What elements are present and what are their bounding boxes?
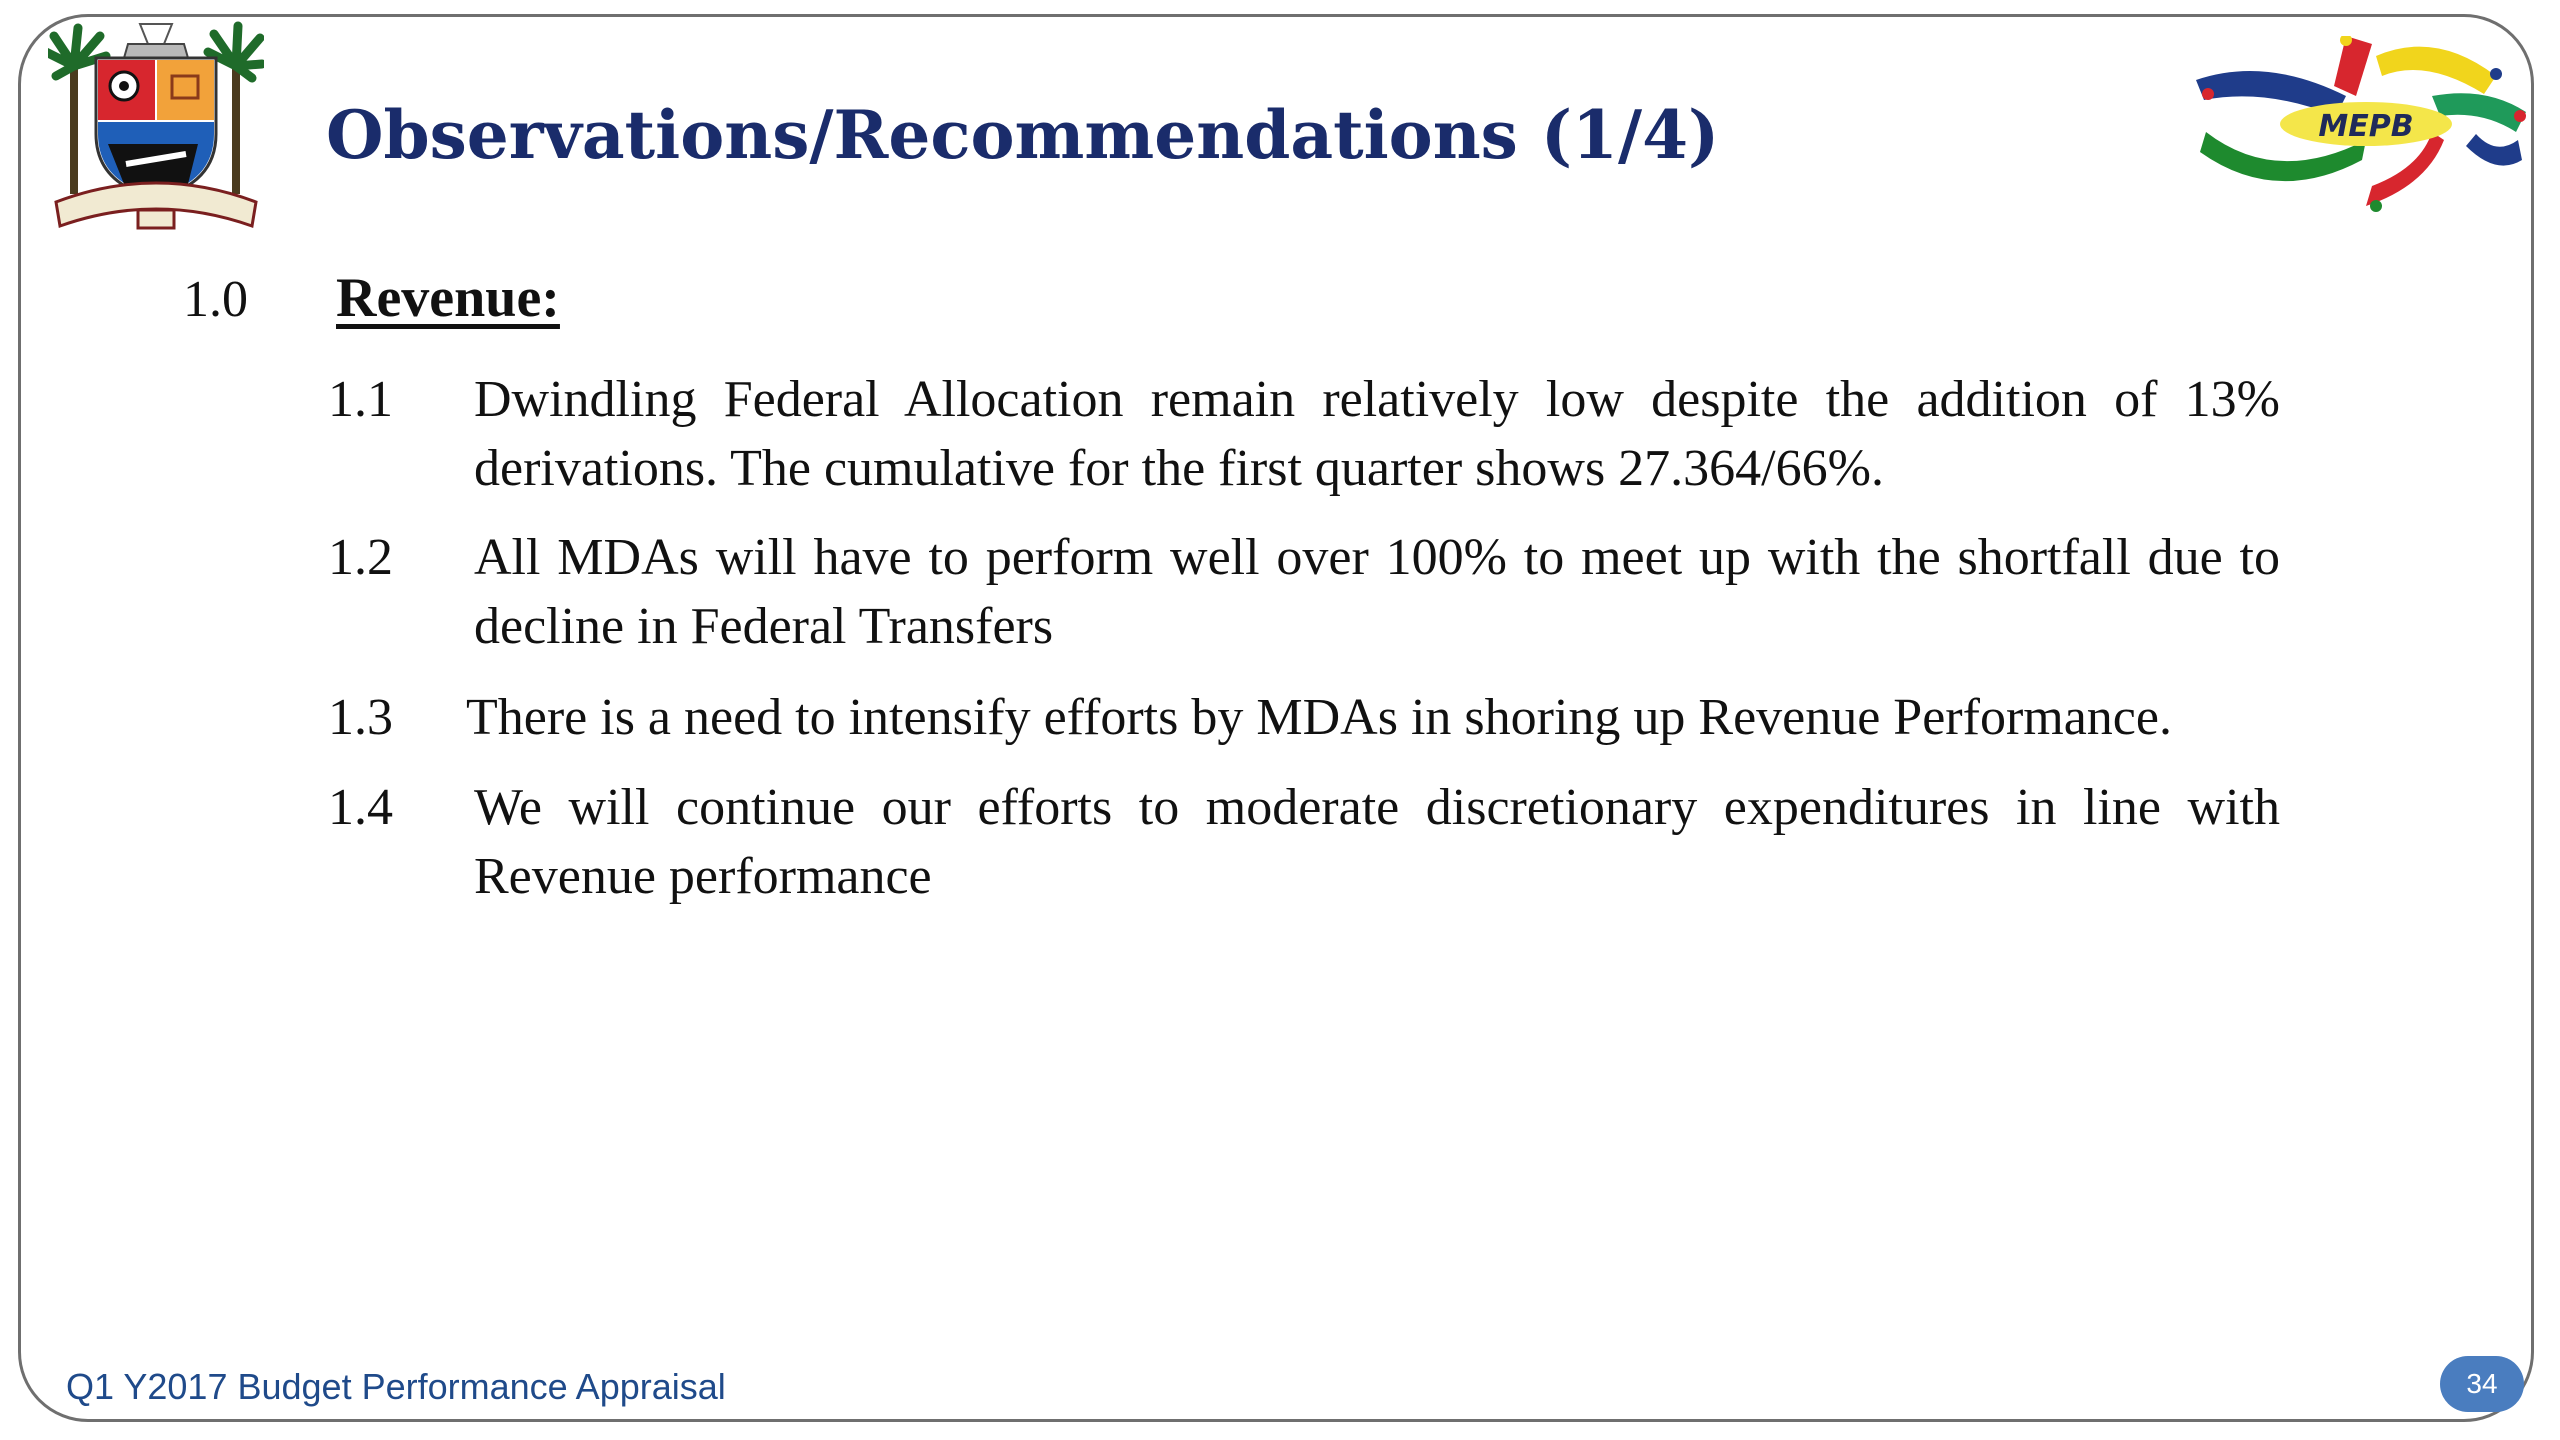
footer-text: Q1 Y2017 Budget Performance Appraisal: [66, 1366, 726, 1407]
slide-title: Observations/Recommendations (1/4): [326, 96, 1720, 174]
item-text: Dwindling Federal Allocation remain relatively low despite the addition of 13% derivations. The cumulative for the first quarter shows 27.364/66%.: [474, 371, 2280, 497]
item-text: All MDAs will have to perform well over 100% to meet up with the shortfall due to decline in Federal Transfers: [474, 529, 2280, 655]
section-number: 1.0: [183, 271, 248, 328]
lagos-state-crest-logo: [48, 14, 264, 238]
item-number: 1.1: [328, 371, 393, 428]
item-text: There is a need to intensify efforts by MDAs in shoring up Revenue Performance.: [466, 689, 2172, 746]
page-number-badge: 34: [2440, 1356, 2524, 1412]
item-number: 1.2: [328, 529, 393, 586]
item-number: 1.4: [328, 779, 393, 836]
mepb-logo-text: MEPB: [2318, 109, 2414, 144]
item-text: We will continue our efforts to moderate discretionary expenditures in line with Revenue performance: [474, 779, 2280, 905]
mepb-logo: [2196, 36, 2526, 214]
item-number: 1.3: [328, 689, 393, 746]
section-title: Revenue:: [336, 267, 560, 329]
